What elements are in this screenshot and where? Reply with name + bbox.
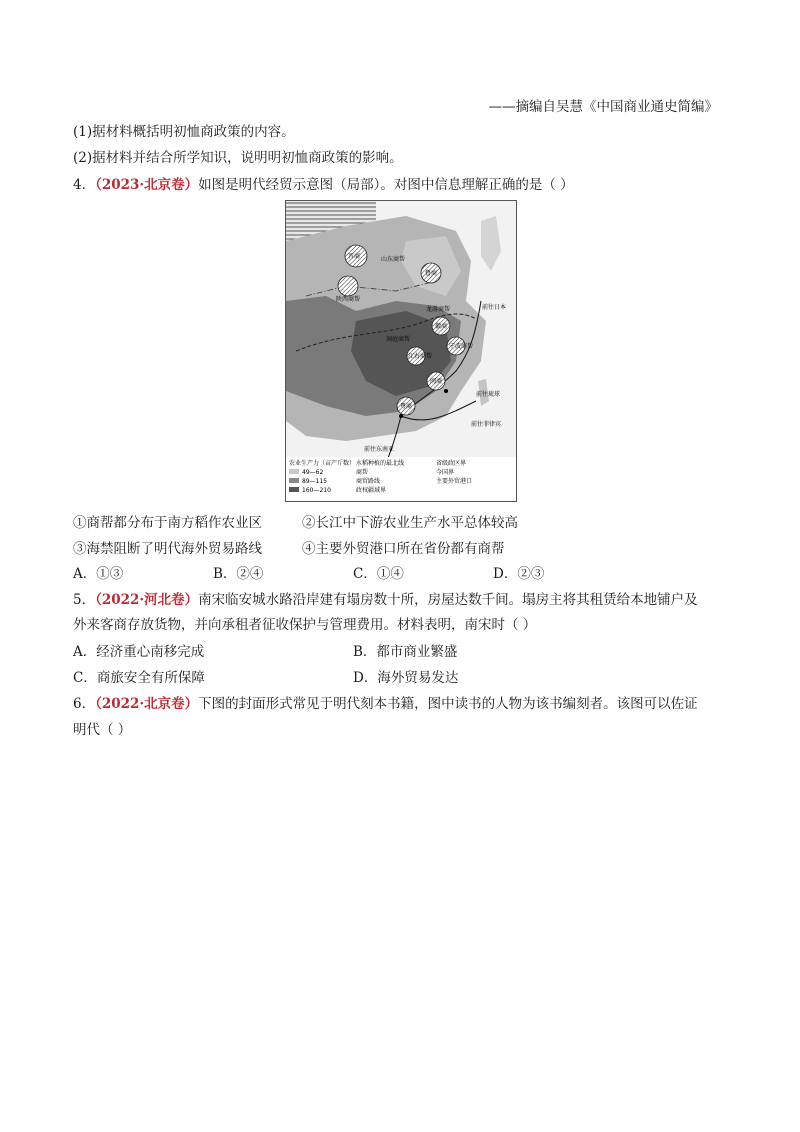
- legend-item-port: 主要外贸港口: [436, 478, 473, 485]
- q6-stem-line: [73, 692, 698, 712]
- q4-stem-line: [73, 173, 574, 193]
- q6-source-tag: （2022·北京卷）: [95, 696, 199, 712]
- q5-number: 5．: [73, 592, 96, 608]
- legend-item-regime: 政权疆域界: [356, 487, 387, 494]
- legend-item-province: 省级政区界: [436, 460, 467, 467]
- legend-range-high: 160—210: [302, 487, 331, 494]
- port-marker: [444, 389, 448, 393]
- port-marker: [399, 414, 403, 418]
- q4-statement-4: ④主要外贸港口所在省份都有商帮: [302, 541, 505, 557]
- q4-stem: 如图是明代经贸示意图（局部）。对图中信息理解正确的是（ ）: [198, 177, 574, 193]
- q3-sub2: (2)据材料并结合所学知识，说明明初恤商政策的影响。: [73, 150, 403, 166]
- q5-stem-line: [73, 588, 698, 608]
- q4-statement-2: ②长江中下游农业生产水平总体较高: [302, 515, 518, 531]
- q4-number: 4．: [73, 177, 96, 193]
- legend-swatch-mid: [289, 478, 299, 483]
- guild-marker-shaanxi: [338, 276, 358, 296]
- q3-sub1: (1)据材料概括明初恤商政策的内容。: [73, 124, 295, 140]
- map-graphic: [286, 201, 516, 501]
- map-label-dongting: 洞庭商帮: [386, 336, 411, 343]
- q5-option-a[interactable]: A．经济重心南移完成: [73, 644, 205, 660]
- material-source: ——摘编自吴慧《中国商业通史简编》: [488, 99, 718, 115]
- map-label-hui: 徽商: [435, 323, 448, 330]
- q4-statement-3: ③海禁阻断了明代海外贸易路线: [73, 541, 262, 557]
- q5-option-c[interactable]: C．商旅安全有所保障: [73, 670, 205, 686]
- map-label-min: 闽商: [430, 378, 443, 385]
- legend-item-guild: 商帮: [356, 469, 369, 476]
- q6-stem-line-2: 明代（ ）: [73, 722, 132, 738]
- legend-title: 农业生产力（亩产斤数）: [289, 460, 356, 467]
- legend-range-low: 49—62: [302, 469, 324, 476]
- q5-option-d[interactable]: D．海外贸易发达: [353, 670, 459, 686]
- map-label-ningbo: 宁波商帮: [449, 343, 474, 350]
- legend-swatch-low: [289, 469, 299, 474]
- map-label-longyou: 龙游商帮: [426, 306, 451, 313]
- map-label-shandong: 山东商帮: [381, 256, 406, 263]
- legend-item-rice-line: 水稻种植的最北线: [356, 460, 405, 467]
- q4-statement-1: ①商帮都分布于南方稻作农业区: [73, 515, 262, 531]
- q6-number: 6．: [73, 696, 96, 712]
- q5-stem-line-2: 外来客商存放货物，并向承租者征收保护与管理费用。材料表明，南宋时（ ）: [73, 617, 537, 633]
- ming-trade-map: [285, 200, 517, 502]
- legend-item-border: 今国界: [436, 469, 455, 476]
- map-label-to-southeast-asia: 前往东南亚: [364, 446, 395, 453]
- q5-source-tag: （2022·河北卷）: [95, 592, 199, 608]
- q4-option-b[interactable]: B．②④: [213, 566, 264, 582]
- map-label-to-japan: 前往日本: [482, 304, 507, 311]
- map-label-to-philippines: 前往菲律宾: [471, 421, 502, 428]
- map-label-to-ryukyu: 前往琉球: [476, 391, 501, 398]
- legend-range-mid: 89—115: [302, 478, 328, 485]
- q4-option-d[interactable]: D．②③: [493, 566, 545, 582]
- q4-option-c[interactable]: C．①④: [353, 566, 404, 582]
- map-label-jin: 晋商: [348, 253, 361, 260]
- map-label-jiangyou: 江右商帮: [408, 353, 433, 360]
- q5-option-b[interactable]: B．都市商业繁盛: [353, 644, 458, 660]
- map-label-lu: 鲁商: [425, 270, 438, 277]
- map-label-yue: 粤商: [400, 403, 413, 410]
- q6-stem: 下图的封面形式常见于明代刻本书籍，图中读书的人物为该书编刻者。该图可以佐证: [198, 696, 698, 712]
- q4-source-tag: （2023·北京卷）: [95, 177, 199, 193]
- q4-option-a[interactable]: A．①③: [73, 566, 124, 582]
- q5-stem: 南宋临安城水路沿岸建有塌房数十所，房屋达数千间。塌房主将其租赁给本地铺户及: [198, 592, 698, 608]
- map-label-shaanxi: 陕西商帮: [336, 296, 361, 303]
- legend-item-route: 商贸路线: [356, 478, 381, 485]
- legend-swatch-high: [289, 487, 299, 492]
